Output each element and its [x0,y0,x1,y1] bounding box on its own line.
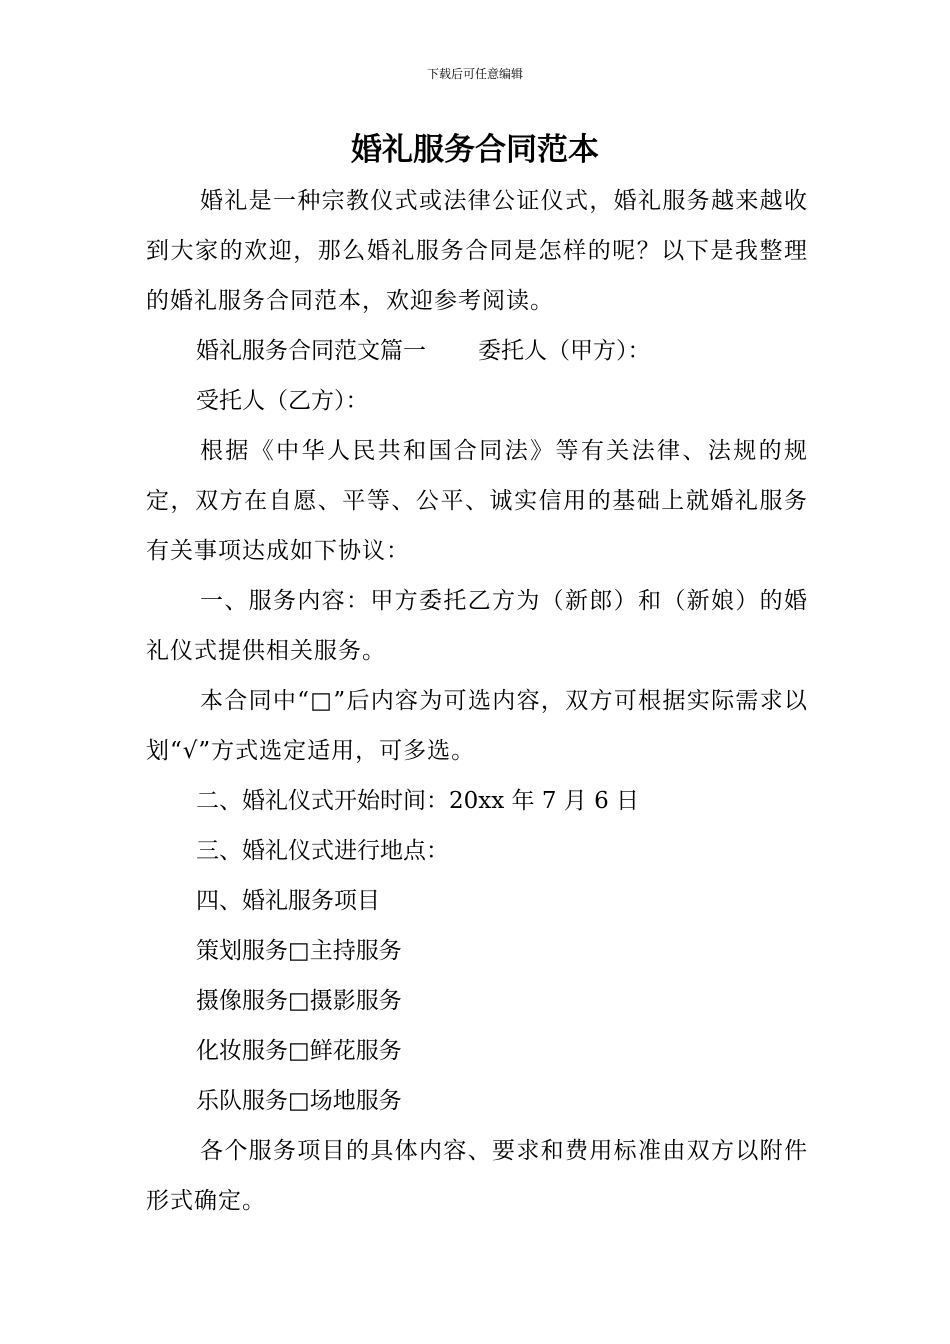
closing-paragraph: 各个服务项目的具体内容、要求和费用标准由双方以附件形式确定。 [146,1138,808,1214]
service-item: 乐队服务□场地服务 [196,1088,402,1114]
clause-4-line: 四、婚礼服务项目 [196,888,380,914]
clause-3-line: 三、婚礼仪式进行地点： [196,838,449,864]
service-item: 摄像服务□摄影服务 [196,988,402,1014]
header-note: 下载后可任意编辑 [426,67,523,81]
section-title: 婚礼服务合同范文篇一 [196,338,426,364]
party-a-label: 委托人（甲方）： [478,338,651,364]
party-b-label: 受托人（乙方）： [196,388,369,414]
basis-paragraph: 根据《中华人民共和国合同法》等有关法律、法规的规定，双方在自愿、平等、公平、诚实信用的基础上就婚礼服务有关事项达成如下协议： [146,438,808,564]
intro-paragraph: 婚礼是一种宗教仪式或法律公证仪式，婚礼服务越来越收到大家的欢迎，那么婚礼服务合同是怎样的呢？以下是我整理的婚礼服务合同范本，欢迎参考阅读。 [146,188,808,314]
service-item: 策划服务□主持服务 [196,938,402,964]
document-body [146,176,808,1226]
section-heading-line [146,326,808,376]
optional-note-paragraph: 本合同中“□”后内容为可选内容，双方可根据实际需求以划“√”方式选定适用，可多选。 [146,688,808,764]
clause-1-paragraph: 一、服务内容：甲方委托乙方为（新郎）和（新娘）的婚礼仪式提供相关服务。 [146,588,808,664]
document-title: 婚礼服务合同范本 [351,132,599,168]
service-item: 化妆服务□鲜花服务 [196,1038,402,1064]
clause-2-line: 二、婚礼仪式开始时间：20xx 年 7 月 6 日 [196,788,640,814]
